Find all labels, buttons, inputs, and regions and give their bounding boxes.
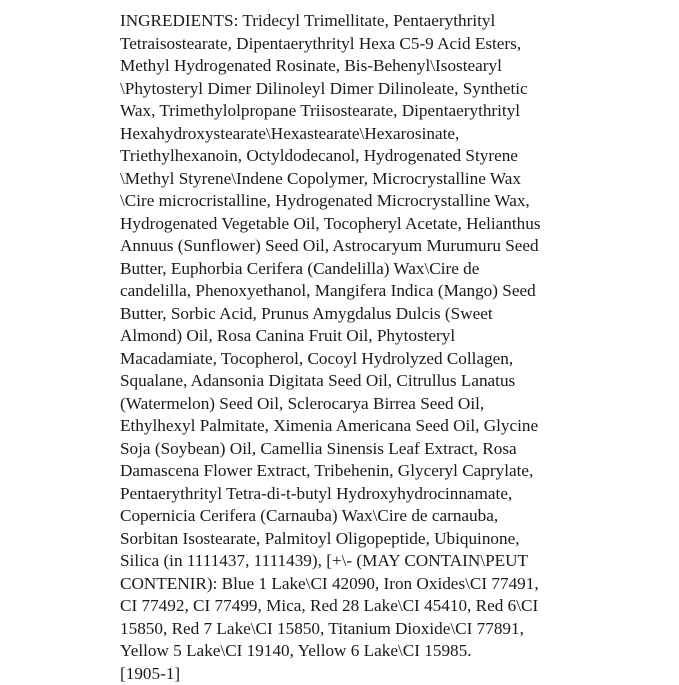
- ingredients-line: Yellow 5 Lake\CI 19140, Yellow 6 Lake\CI 15985.: [120, 640, 580, 663]
- ingredients-line: Ethylhexyl Palmitate, Ximenia Americana Seed Oil, Glycine: [120, 415, 580, 438]
- ingredients-line: Soja (Soybean) Oil, Camellia Sinensis Leaf Extract, Rosa: [120, 438, 580, 461]
- ingredients-line: Almond) Oil, Rosa Canina Fruit Oil, Phytosteryl: [120, 325, 580, 348]
- ingredients-line: Sorbitan Isostearate, Palmitoyl Oligopeptide, Ubiquinone,: [120, 528, 580, 551]
- batch-code: [1905-1]: [120, 663, 580, 685]
- ingredients-line: Tetraisostearate, Dipentaerythrityl Hexa C5-9 Acid Esters,: [120, 33, 580, 56]
- ingredients-line: Copernicia Cerifera (Carnauba) Wax\Cire de carnauba,: [120, 505, 580, 528]
- ingredients-line: CI 77492, CI 77499, Mica, Red 28 Lake\CI 45410, Red 6\CI: [120, 595, 580, 618]
- ingredients-line: candelilla, Phenoxyethanol, Mangifera Indica (Mango) Seed: [120, 280, 580, 303]
- ingredients-line: Annuus (Sunflower) Seed Oil, Astrocaryum Murumuru Seed: [120, 235, 580, 258]
- ingredients-line: CONTENIR): Blue 1 Lake\CI 42090, Iron Oxides\CI 77491,: [120, 573, 580, 596]
- ingredients-line: Hexahydroxystearate\Hexastearate\Hexarosinate,: [120, 123, 580, 146]
- ingredients-line: 15850, Red 7 Lake\CI 15850, Titanium Dioxide\CI 77891,: [120, 618, 580, 641]
- ingredients-line: Wax, Trimethylolpropane Triisostearate, Dipentaerythrityl: [120, 100, 580, 123]
- ingredients-line: (Watermelon) Seed Oil, Sclerocarya Birrea Seed Oil,: [120, 393, 580, 416]
- ingredients-line: \Phytosteryl Dimer Dilinoleyl Dimer Dilinoleate, Synthetic: [120, 78, 580, 101]
- ingredients-line: Butter, Euphorbia Cerifera (Candelilla) Wax\Cire de: [120, 258, 580, 281]
- ingredients-line: Macadamiate, Tocopherol, Cocoyl Hydrolyzed Collagen,: [120, 348, 580, 371]
- ingredients-line: Squalane, Adansonia Digitata Seed Oil, Citrullus Lanatus: [120, 370, 580, 393]
- ingredients-line: Hydrogenated Vegetable Oil, Tocopheryl Acetate, Helianthus: [120, 213, 580, 236]
- ingredients-label: [120, 10, 580, 685]
- ingredients-line: Triethylhexanoin, Octyldodecanol, Hydrogenated Styrene: [120, 145, 580, 168]
- ingredients-line: Silica (in 1111437, 1111439), [+\- (MAY CONTAIN\PEUT: [120, 550, 580, 573]
- ingredients-line: Butter, Sorbic Acid, Prunus Amygdalus Dulcis (Sweet: [120, 303, 580, 326]
- ingredients-line: INGREDIENTS: Tridecyl Trimellitate, Pentaerythrityl: [120, 10, 580, 33]
- ingredients-line: \Cire microcristalline, Hydrogenated Microcrystalline Wax,: [120, 190, 580, 213]
- ingredients-line: Pentaerythrityl Tetra-di-t-butyl Hydroxyhydrocinnamate,: [120, 483, 580, 506]
- ingredients-line: \Methyl Styrene\Indene Copolymer, Microcrystalline Wax: [120, 168, 580, 191]
- ingredients-line: Methyl Hydrogenated Rosinate, Bis-Behenyl\Isostearyl: [120, 55, 580, 78]
- ingredients-line: Damascena Flower Extract, Tribehenin, Glyceryl Caprylate,: [120, 460, 580, 483]
